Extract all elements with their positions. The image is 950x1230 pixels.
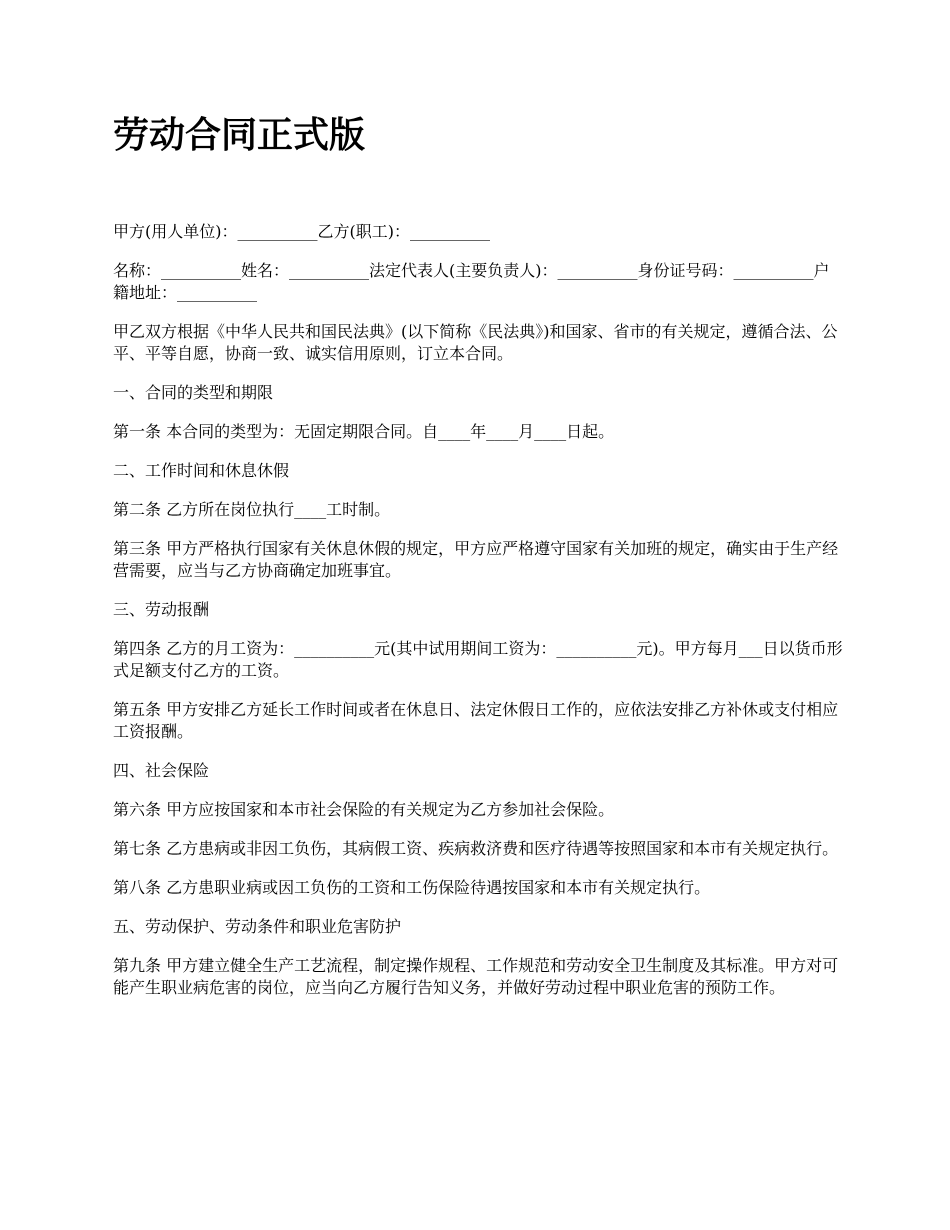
section-heading-remuneration: 三、劳动报酬 xyxy=(113,600,210,619)
article-4: 第四条 乙方的月工资为：__________元(其中试用期间工资为：__________元)。甲方每月___日以货币形式足额支付乙方的工资。 xyxy=(113,639,843,680)
party-details-line: 名称：__________姓名：__________法定代表人(主要负责人)：__________身份证号码：__________户籍地址：__________ xyxy=(113,261,830,302)
article-7: 第七条 乙方患病或非因工负伤，其病假工资、疾病救济费和医疗待遇等按照国家和本市有关规定执行。 xyxy=(113,839,839,858)
article-3: 第三条 甲方严格执行国家有关休息休假的规定，甲方应严格遵守国家有关加班的规定，确实由于生产经营需要，应当与乙方协商确定加班事宜。 xyxy=(113,539,839,580)
preamble-paragraph: 甲乙双方根据《中华人民共和国民法典》(以下简称《民法典》)和国家、省市的有关规定，遵循合法、公平、平等自愿，协商一致、诚实信用原则，订立本合同。 xyxy=(113,322,838,363)
section-heading-social-insurance: 四、社会保险 xyxy=(113,761,210,780)
section-heading-working-hours: 二、工作时间和休息休假 xyxy=(113,461,290,480)
article-2: 第二条 乙方所在岗位执行____工时制。 xyxy=(113,500,391,519)
article-1: 第一条 本合同的类型为：无固定期限合同。自____年____月____日起。 xyxy=(113,422,615,441)
document-body xyxy=(113,221,843,1016)
article-6: 第六条 甲方应按国家和本市社会保险的有关规定为乙方参加社会保险。 xyxy=(113,800,615,819)
party-fields-line: 甲方(用人单位)：__________乙方(职工)：__________ xyxy=(113,222,490,241)
article-5: 第五条 甲方安排乙方延长工作时间或者在休息日、法定休假日工作的，应依法安排乙方补休或支付相应工资报酬。 xyxy=(113,700,839,741)
article-9: 第九条 甲方建立健全生产工艺流程，制定操作规程、工作规范和劳动安全卫生制度及其标准。甲方对可能产生职业病危害的岗位，应当向乙方履行告知义务，并做好劳动过程中职业危害的预防工作。 xyxy=(113,956,839,997)
article-8: 第八条 乙方患职业病或因工负伤的工资和工伤保险待遇按国家和本市有关规定执行。 xyxy=(113,878,711,897)
section-heading-labor-protection: 五、劳动保护、劳动条件和职业危害防护 xyxy=(113,917,402,936)
document-title: 劳动合同正式版 xyxy=(113,115,366,156)
section-heading-contract-type: 一、合同的类型和期限 xyxy=(113,383,274,402)
